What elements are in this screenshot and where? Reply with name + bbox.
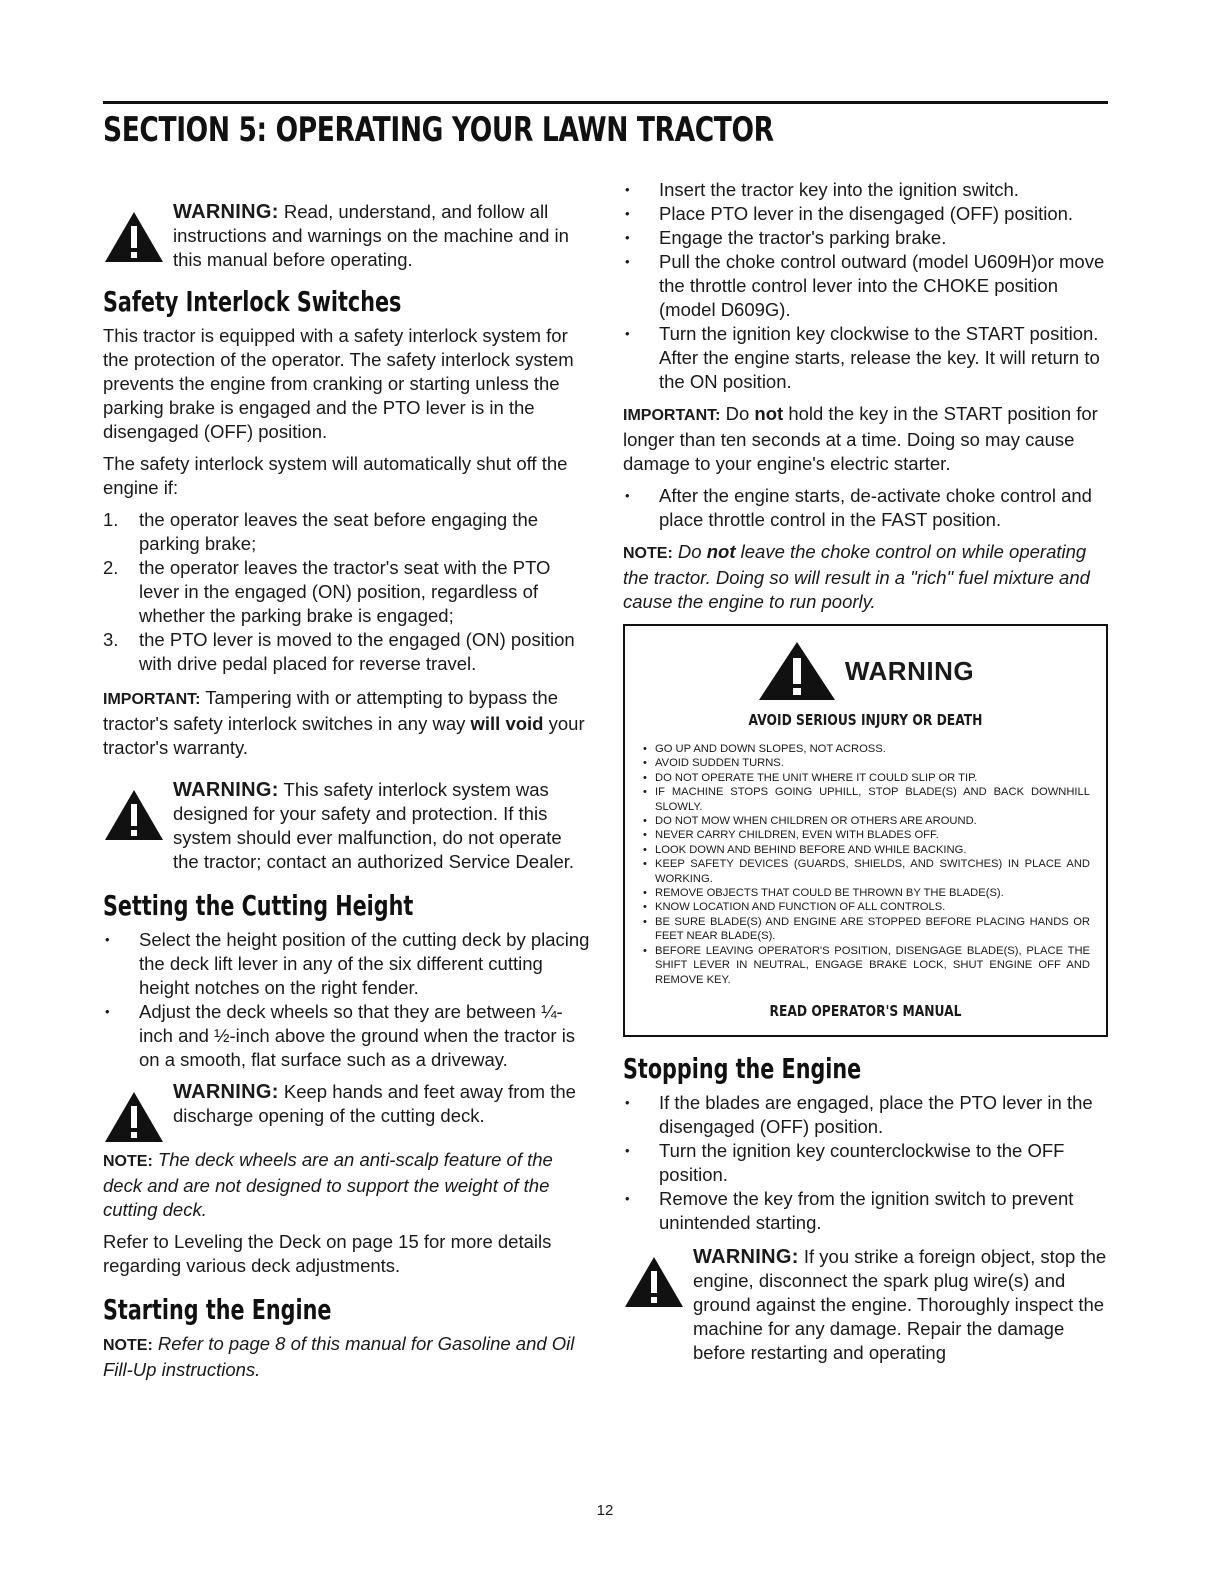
warning-triangle-icon (103, 788, 165, 842)
heading-stopping-engine: Stopping the Engine (623, 1051, 862, 1085)
warning-box-subtitle: AVOID SERIOUS INJURY OR DEATH (748, 711, 983, 729)
choke-list (623, 484, 1108, 532)
item-text: the PTO lever is moved to the engaged (ON) position with drive pedal placed for reverse travel. (139, 629, 575, 674)
refer-leveling: Refer to Leveling the Deck on page 15 for more details regarding various deck adjustments. (103, 1231, 552, 1276)
note-pre: Do (677, 541, 702, 562)
important-label: IMPORTANT: (623, 407, 721, 424)
warning-triangle-icon (757, 640, 837, 702)
list-item: • LOOK DOWN AND BEHIND BEFORE AND WHILE BACKING. (641, 843, 1090, 857)
warning-foreign-object (623, 1245, 1108, 1365)
right-column (623, 178, 1108, 1375)
warning-box-header (641, 640, 1090, 702)
item-text: the operator leaves the seat before engaging the parking brake; (139, 509, 539, 554)
starting-steps-list (623, 178, 1108, 394)
warning-label: WARNING: (693, 1245, 799, 1268)
item-number: 3. (103, 629, 119, 650)
note-deck-wheels (103, 1148, 590, 1222)
warning-box (623, 624, 1108, 1037)
warning-triangle-icon (103, 210, 165, 264)
list-item: • AVOID SUDDEN TURNS. (641, 756, 1090, 770)
note-label: NOTE: (103, 1153, 153, 1170)
left-column (103, 178, 590, 1390)
important-bold: not (754, 403, 784, 424)
warning-interlock (103, 778, 590, 874)
list-item: • Pull the choke control outward (model U609H)or move the throttle control lever into the CHOKE position (model D609G). (623, 250, 1108, 322)
safety-paragraph-1: This tractor is equipped with a safety interlock system for the protection of the operator. The safety interlock system prevents the engine from cranking or starting unless the parking brake is engaged and the PTO lever is in the disengaged (OFF) position. (103, 325, 574, 442)
list-item: • DO NOT MOW WHEN CHILDREN OR OTHERS ARE AROUND. (641, 814, 1090, 828)
list-item: • GO UP AND DOWN SLOPES, NOT ACROSS. (641, 742, 1090, 756)
list-item: • KNOW LOCATION AND FUNCTION OF ALL CONTROLS. (641, 900, 1090, 914)
list-item: • Adjust the deck wheels so that they are between ¼-inch and ½-inch above the ground when the tractor is on a smooth, flat surface such as a driveway. (103, 1000, 590, 1072)
item-number: 2. (103, 557, 119, 578)
important-tampering (103, 686, 590, 760)
important-text: Tampering with or attempting to bypass the tractor's safety interlock switches in any way (103, 687, 558, 734)
heading-starting-engine: Starting the Engine (103, 1293, 332, 1326)
warning-box-items (641, 742, 1090, 987)
note-bold: not (706, 541, 736, 562)
note-text: The deck wheels are an anti-scalp feature of the deck and are not designed to support the weight of the cutting deck. (103, 1149, 553, 1220)
list-item: • IF MACHINE STOPS GOING UPHILL, STOP BLADE(S) AND BACK DOWNHILL SLOWLY. (641, 785, 1090, 814)
list-item (103, 628, 590, 676)
list-item: • BEFORE LEAVING OPERATOR'S POSITION, DISENGAGE BLADE(S), PLACE THE SHIFT LEVER IN NEUTRAL, ENGAGE BRAKE LOCK, SHUT ENGINE OFF AND REMOVE KEY. (641, 944, 1090, 987)
note-label: NOTE: (103, 1337, 153, 1354)
safety-conditions-list (103, 508, 590, 676)
list-item: • Remove the key from the ignition switch to prevent unintended starting. (623, 1187, 1108, 1235)
list-item: • BE SURE BLADE(S) AND ENGINE ARE STOPPED BEFORE PLACING HANDS OR FEET NEAR BLADE(S). (641, 915, 1090, 944)
list-item: • If the blades are engaged, place the PTO lever in the disengaged (OFF) position. (623, 1091, 1108, 1139)
important-label: IMPORTANT: (103, 691, 201, 708)
warning-triangle-icon (623, 1255, 685, 1309)
list-item: • KEEP SAFETY DEVICES (GUARDS, SHIELDS, AND SWITCHES) IN PLACE AND WORKING. (641, 857, 1090, 886)
cutting-height-list (103, 928, 590, 1072)
list-item: • Select the height position of the cutting deck by placing the deck lift lever in any of the six different cutting height notches on the right fender. (103, 928, 590, 1000)
list-item (103, 556, 590, 628)
list-item: • NEVER CARRY CHILDREN, EVEN WITH BLADES OFF. (641, 828, 1090, 842)
item-text: the operator leaves the tractor's seat with the PTO lever in the engaged (ON) position, regardless of whether the parking brake is engaged; (139, 557, 551, 626)
warning-text: This safety interlock system was designed for your safety and protection. If this system should ever malfunction, do not operate the tractor; contact an authorized Service Dealer. (173, 779, 575, 872)
list-item: • REMOVE OBJECTS THAT COULD BE THROWN BY THE BLADE(S). (641, 886, 1090, 900)
heading-cutting-height: Setting the Cutting Height (103, 889, 414, 922)
list-item: • Place PTO lever in the disengaged (OFF) position. (623, 202, 1108, 226)
warning-box-title: WARNING (844, 656, 975, 686)
important-bold: will void (470, 713, 544, 734)
list-item: • Turn the ignition key counterclockwise to the OFF position. (623, 1139, 1108, 1187)
note-label: NOTE: (623, 545, 673, 562)
warning-text: If you strike a foreign object, stop the engine, disconnect the spark plug wire(s) and ground against the engine. Thoroughly inspect the machine for any damage. Repair the damage before restarting and operating (693, 1245, 1107, 1363)
stopping-steps-list (623, 1091, 1108, 1235)
list-item (103, 508, 590, 556)
important-pre: Do (725, 403, 750, 424)
warning-label: WARNING: (173, 201, 279, 223)
list-item: • After the engine starts, de-activate choke control and place throttle control in the FAST position. (623, 484, 1108, 532)
warning-read-manual (103, 200, 590, 272)
important-end: your tractor's warranty. (103, 713, 585, 758)
warning-discharge (103, 1080, 590, 1128)
note-text: leave the choke control on while operating the tractor. Doing so will result in a "rich" fuel mixture and cause the engine to run poorly. (623, 541, 1090, 612)
note-text: Refer to page 8 of this manual for Gasoline and Oil Fill-Up instructions. (103, 1333, 575, 1380)
warning-text: Keep hands and feet away from the discharge opening of the cutting deck. (173, 1081, 576, 1126)
important-text: hold the key in the START position for longer than ten seconds at a time. Doing so may cause damage to your engine's electric starter. (623, 403, 1098, 474)
warning-label: WARNING: (173, 779, 279, 801)
list-item: • Turn the ignition key clockwise to the START position. After the engine starts, release the key. It will return to the ON position. (623, 322, 1108, 394)
heading-safety-interlock: Safety Interlock Switches (103, 285, 402, 318)
warning-box-footer: READ OPERATOR'S MANUAL (769, 1001, 962, 1020)
note-fill-up (103, 1332, 590, 1382)
note-choke (623, 540, 1108, 614)
list-item: • Engage the tractor's parking brake. (623, 226, 1108, 250)
safety-paragraph-2: The safety interlock system will automatically shut off the engine if: (103, 453, 568, 498)
list-item: • Insert the tractor key into the ignition switch. (623, 178, 1108, 202)
important-start-key (623, 402, 1108, 476)
warning-text: Read, understand, and follow all instructions and warnings on the machine and in this manual before operating. (173, 201, 569, 270)
page-number: 12 (596, 1502, 614, 1519)
top-rule (103, 101, 1108, 104)
warning-triangle-icon (103, 1090, 165, 1144)
warning-label: WARNING: (173, 1081, 279, 1103)
item-number: 1. (103, 509, 119, 530)
list-item: • DO NOT OPERATE THE UNIT WHERE IT COULD SLIP OR TIP. (641, 771, 1090, 785)
section-title: SECTION 5: OPERATING YOUR LAWN TRACTOR (103, 110, 774, 150)
